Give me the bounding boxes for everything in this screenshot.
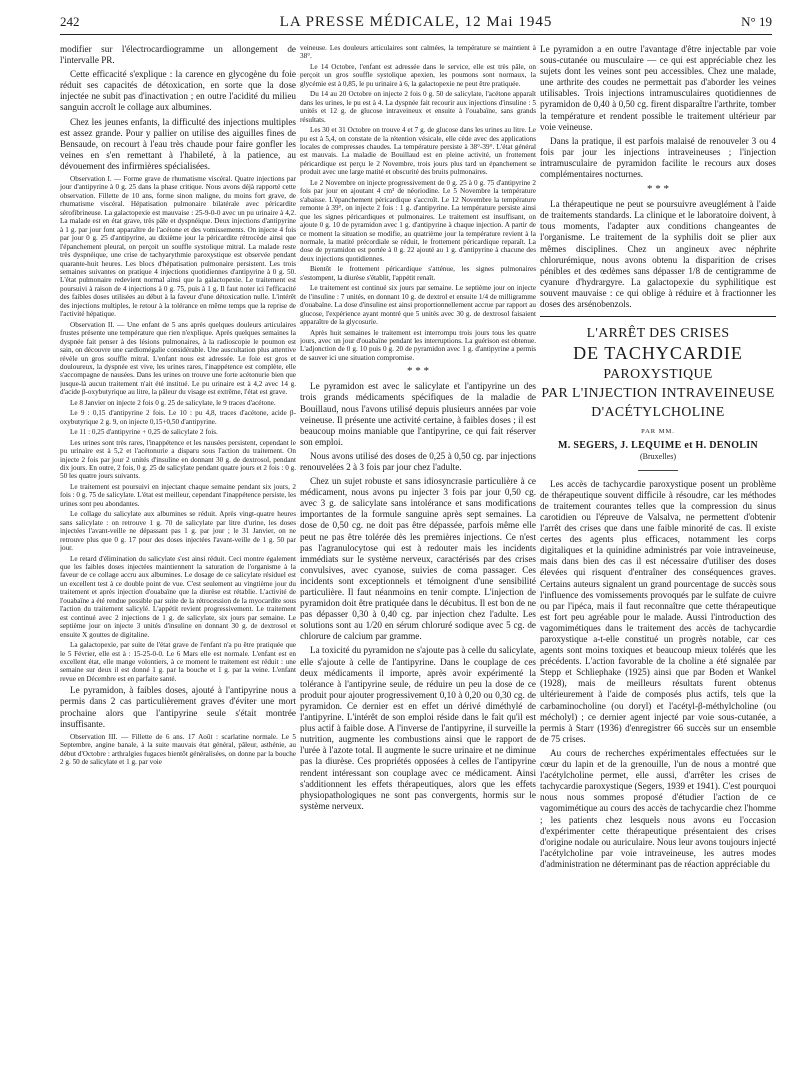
case-note: Le 9 : 0,15 d'antipyrine 2 fois. Le 10 : pu 4,8, traces d'acétone, acide β-oxybutyrique 2 g. 9, on injecte 0,15+0,50 d'antipyrine.	[60, 409, 296, 426]
observation-3: Observation III. — Fillette de 6 ans. 17 Août : scarlatine normale. Le 5 Septembre, angine banale, à la suite mauvais état général, pâleur, asthénie, au début d'Octobre : arthralgies fugaces bientôt généralisées, on donne par la bouche 2 g. 50 de salicylate et 1 g. par voie	[60, 732, 296, 767]
case-note: Du 14 au 20 Octobre on injecte 2 fois 0 g. 50 de salicylate, l'acétone apparaît dans les urines, le pu est à 4. La dyspnée fait recourir aux injections d'insuline : 5 unités et 12 g. de glucose intraveineux et ensuite à l'ouabaïne, sans grands résultats.	[300, 90, 536, 124]
case-note: Les 30 et 31 Octobre on trouve 4 et 7 g. de glucose dans les urines au litre. Le pu est à 5,4, on constate de la rétention vésicale, elle cède avec des applications locales de compresses chaudes. La température persiste à 38°-39°. L'état général est mauvais. La maladie de Bouillaud est en pleine activité, un frottement péricardique est perçu le 2 Novembre, trois jours plus tard un épanchement se produit avec une large matité et obscurité des bruits pulmonaires.	[300, 126, 536, 177]
paragraph: Le pyramidon est avec le salicylate et l'antipyrine un des trois grands médicaments spécifiques de la maladie de Bouillaud, nous l'avons utilisé depuis plusieurs années par voie veineuse. Il présente une activité certaine, à faibles doses ; il est beaucoup moins maniable que l'antipyrine, ce qui fait réserver son emploi.	[300, 381, 536, 447]
case-note: Le 11 : 0,25 d'antipyrine + 0,25 de salicylate 2 fois.	[70, 428, 218, 437]
article-divider	[540, 316, 776, 317]
column-middle	[300, 44, 536, 1074]
page-header	[60, 14, 772, 35]
case-note: Le traitement est continué six jours par semaine. Le septième jour on injecte de l'insuline : 7 unités, en donnant 10 g. de dextrol et ensuite 1/4 de milligramme d'ouabaïne. La dose d'insuline est ainsi proportionnellement accrue par rapport au glucose, l'expérience ayant montré que 5 unités avec 30 g. de dextrosol faisaient apparaître de la glycosurie.	[300, 284, 536, 327]
paragraph: La toxicité du pyramidon ne s'ajoute pas à celle du salicylate, elle s'ajoute à celle de l'antipyrine. Dans le couplage de ces deux médicaments il importe, après avoir expérimenté la tolérance à l'antipyrine seule, de réduire un peu la dose de ce produit pour ajouter progressivement 0,10 à 0,20 ou 0,30 cg. de pyramidon. Ce dernier est en effet un dérivé diméthylé de l'antipyrine. L'intérêt de son emploi réside dans le fait qu'il est plus actif à faible dose. A l'inverse de l'antipyrine, il surveille la nutrition, augmente les combustions ainsi que le rapport de l'urée à l'azote total. Il augmente le sucre urinaire et ne diminue pas la diurèse. Ces propriétés opposées à celles de l'antipyrine rendent intéressant son couplage avec ce médicament. Ainsi s'additionnent les effets thérapeutiques, alors que les effets physiopathologiques ne sont pas convergents, hormis sur le système nerveux.	[300, 645, 536, 811]
case-note: veineuse. Les douleurs articulaires sont calmées, la température se maintient à 38°.	[300, 44, 536, 61]
section-separator: * * *	[407, 365, 429, 378]
case-note: Le retard d'élimination du salicylate s'est ainsi réduit. Ceci montre également que les faibles doses injectées maintiennent la saturation de l'organisme à la faveur de ce collage accru aux albumines. Le dosage de ce salicylate résiduel est un excellent test à ce double point de vue. C'est seulement au vingtième jour du traitement et après injection d'ouabaïne que la diurèse est rétablie. L'activité de l'ouabaïne a été rendue possible par suite de la rétrocession de la myocardite sous l'action du traitement salicylé. L'appétit revient progressivement. Le traitement est continué avec 2 injections de 1 g. de salicylate, six jours par semaine. Le septième jour on injecte 3 unités d'insuline en donnant 30 g. de dextrosol et ensuite X gouttes de digitaline.	[60, 554, 296, 639]
page-number: 242	[60, 14, 80, 29]
paragraph: modifier sur l'électrocardiogramme un allongement de l'intervalle PR.	[60, 44, 296, 66]
conclusion-paragraph: La thérapeutique ne peut se poursuivre aveuglément à l'aide de traitements standards. La clinique et le laboratoire doivent, à tous moments, l'adapter aux conditions changeantes de l'organisme. Le traitement de la syphilis doit se plier aux mêmes disciplines. Chez un angineux avec néphrite chlorurémique, nous avons obtenu la disparition de crises pénibles et des œdèmes sans dépasser 1/8 de centigramme de cyanure d'hydrargyre. La galactopexie du syphilitique est souvent mauvaise : ce qui oblige à réduire et à fractionner les doses des arsénobenzols.	[540, 199, 776, 309]
paragraph: Le pyramidon a en outre l'avantage d'être injectable par voie sous-cutanée ou musculaire — ce qui est appréciable chez les sujets dont les veines sont peu accessibles. Chez une malade, une arthrite des coudes ne permettait pas d'aborder les veines utilisables. Trois injections intramusculaires quotidiennes de pyramidon de 0,40 à 0,50 cg. firent disparaître l'arthrite, tomber la température et rendent possible le traitement ultérieur par voie veineuse.	[540, 44, 776, 132]
case-note: Le 14 Octobre, l'enfant est adressée dans le service, elle est très pâle, on perçoit un gros souffle systolique apexien, les poumons sont normaux, la glycémie est à 0,85, le pu urinaire à 6, la galactopexie ne peut être pratiquée.	[300, 62, 536, 88]
title-line: D'ACÉTYLCHOLINE	[591, 404, 725, 420]
paragraph: Au cours de recherches expérimentales effectuées sur le cœur du lapin et de la grenouille, l'un de nous a montré que l'acétylcholine permet, elle aussi, d'arrêter les crises de tachycardie paroxystique (Segers, 1939 et 1941). C'est pourquoi nous nous sommes proposé d'étudier l'action de ce vagomimétique au cours des accès de tachycardie chez l'homme ; les patients chez lesquels nous avons eu l'occasion d'expérimenter cette thérapeutique présentaient des crises d'origine nodale ou auriculaire. Nous leur avons toujours injecté l'acétylcholine par voie intraveineuse, les autres modes d'administration ne déterminant pas de réaction appréciable du	[540, 747, 776, 869]
journal-title: LA PRESSE MÉDICALE, 12 Mai 1945	[279, 14, 553, 30]
article-location: (Bruxelles)	[640, 452, 676, 462]
article-title	[540, 323, 776, 421]
paragraph: Les accès de tachycardie paroxystique posent un problème de thérapeutique souvent difficile à résoudre, car les méthodes de traitement courantes telles que la compression du sinus carotidien ou l'épreuve de Valsalva, ne permettent d'obtenir l'arrêt des crises que dans une faible minorité de cas. Il existe certes des agents plus efficaces, notamment les corps digitaliques et la quinidine administrés par voie intraveineuse, mais dans bien des cas il est nécessaire d'utiliser des doses élevées qui risquent d'entraîner des conséquences graves. Certains auteurs signalent un grand pourcentage de succès sous l'influence des vomissements provoqués par le sulfate de cuivre ou par l'ipéca, mais il faut reconnaître que cette thérapeutique est fort peu agréable pour le malade. Aussi l'introduction des vagomimétiques dans le traitement des accès de tachycardie paroxystique a-t-elle constitué un progrès notable, car ces agents sont moins toxiques et beaucoup mieux tolérés que les précédents. L'action favorable de la choline a été signalée par Stepp et Schliephake (1925) ainsi que par Boden et Wankel (1928), mais de meilleurs résultats furent obtenus ultérieurement à l'aide de composés plus actifs, tels que la carbaminocholine (ou doryl) et l'acétyl-β-méthylcholine (ou mécholyl) ; ce dernier agent injecté par voie sous-cutanée, a permis à Starr (1936) d'enregistrer 66 succès sur un ensemble de 75 crises.	[540, 478, 776, 744]
case-note: Le traitement est poursuivi en injectant chaque semaine pendant six jours, 2 fois : 0 g. 75 de salicylate. L'état est meilleur, cependant l'inappétence persiste, les urines sont peu abondantes.	[60, 482, 296, 508]
title-line: DE TACHYCARDIE	[573, 343, 743, 364]
case-note: Les urines sont très rares, l'inappétence et les nausées persistent, cependant le pu urinaire est à 5,2 et l'acétonurie a disparu sous l'action du traitement. On injecte 2 fois par jour 2 unités d'insuline en donnant 30 g. de dextrosol, pendant dix jours. En outre, 2 fois, 0 g. 25 de salicylate pendant quatre jours et 2 fois : 0 g. 50 les quatre jours suivants.	[60, 438, 296, 481]
title-line: PAR L'INJECTION INTRAVEINEUSE	[541, 385, 775, 401]
summary-paragraph: Le pyramidon, à faibles doses, ajouté à l'antipyrine nous a permis dans 2 cas particulièrement graves d'éviter une mort prochaine alors que l'antipyrine seule s'était montrée insuffisante.	[60, 685, 296, 729]
title-divider	[638, 470, 678, 471]
case-note: Le collage du salicylate aux albumines se réduit. Après vingt-quatre heures sans salicylate : on retrouve 1 g. 70 de salicylate par litre d'urine, les doses injectées l'avant-veille ne dépassant pas 1 g. par jour ; le 31 Janvier, on ne retrouve plus que 0 g. 17 pour des doses injectées l'avant-veille de 1 g. 50 par jour.	[60, 510, 296, 553]
observation-2: Observation II. — Une enfant de 5 ans après quelques douleurs articulaires frustes présente une température que rien n'explique. Après quelques semaines la dyspnée fait penser à des lésions pulmonaires, à la radioscopie le poumon est sain, on découvre une cardiomégalie considérable. Une auscultation plus attentive révèle un gros souffle mitral. L'enfant nous est adressée. Le foie est gros et douloureux, la dyspnée est vive, les urines rares, l'inappétence est complète, elle s'accompagne de nausées. Dans les urines on trouve une forte acétonurie bien que jusque-là aucun traitement n'ait été institué. Le pu urinaire est à 4,2 avec 14 g. d'acide β-oxybutyrique au litre, la pâleur du visage est extrême, l'état est grave.	[60, 320, 296, 397]
paragraph: Chez un sujet robuste et sans idiosyncrasie particulière à ce médicament, nous avons pu injecter 3 fois par jour 0,50 cg. avec 3 g. de salicylate sans intolérance et sans modifications importantes de la formule sanguine après sept semaines. La dose de 0,50 cg. ne doit pas être dépassée, parfois même elle peut ne pas être tolérée dès les premières injections. Ce n'est pas l'agranulocytose qui est à redouter mais les incidents immédiats sur le système nerveux, caractérisés par des crises convulsives, avec cyanose, suivies de coma passager. Ces incidents sont exceptionnels et témoignent d'une sensibilité particulière. Il faut néanmoins en tenir compte. L'injection de pyramidon doit être pratiquée dans le décubitus. Il est bon de ne pas dépasser 0,30 à 0,40 cg. par injection chez l'adulte. Les solutions sont au 1/20 en sérum chloruré sodique avec 5 cg. de chlorure de calcium par gramme.	[300, 476, 536, 642]
paragraph: Cette efficacité s'explique : la carence en glycogène du foie réduit ses capacités de détoxication, en sorte que la dose injectée ne subit pas d'inactivation ; en outre l'acidité du milieu sanguin accroît le collage aux albumines.	[60, 69, 296, 113]
paragraph: Chez les jeunes enfants, la difficulté des injections multiples est assez grande. Pour y pallier on utilise des aiguilles fines de Bensaude, on recourt à l'eau très chaude pour faire gonfler les veines en s'en remettant à l'habileté, à la patience, au dévouement des infirmières spécialisées.	[60, 116, 296, 171]
issue-number: N° 19	[741, 14, 772, 29]
column-left	[60, 44, 296, 1074]
case-note: Le 2 Novembre on injecte progressivement de 0 g. 25 à 0 g. 75 d'antipyrine 2 fois par jour en ajoutant 4 cm³ de néoriodine. Le 5 Novembre la température s'abaisse. L'épanchement péricardique s'accroît. Le 12 Novembre la température remonte à 39°, on injecte 2 fois : 1 g. d'antipyrine. La température persiste ainsi que les signes péricardiques et pulmonaires. Le traitement est insuffisant, on ajoute 0 g. 10 de pyramidon avec 1 g. d'antipyrine à chaque injection. A partir de ce moment la situation se modifie, au quatrième jour la température revient à la normale, la matité précordiale se réduit, le frottement péricardique reparaît. La dose de pyramidon est portée à 0 g. 22 ajouté au 1 g. d'antipyrine à chacune des deux injections quotidiennes.	[300, 178, 536, 263]
case-note: La galactopexie, par suite de l'état grave de l'enfant n'a pu être pratiquée que le 5 Février, elle est à : 15-25-0-0. Le 6 Mars elle est normale. L'enfant est en excellent état, elle mange volontiers, à ce moment le traitement est réduit : une semaine sur deux il est donné 1 g. par la bouche et 1 g. par la veine. L'enfant revue en Décembre est en parfaite santé.	[60, 641, 296, 683]
paragraph: Dans la pratique, il est parfois malaisé de renouveler 3 ou 4 fois par jour les injections intraveineuses ; l'injection intramusculaire de pyramidon facilite le recours aux doses complémentaires nocturnes.	[540, 135, 776, 180]
article-authors: M. SEGERS, J. LEQUIME et H. DENOLIN	[558, 439, 758, 451]
column-right	[540, 44, 776, 1074]
title-line: PAROXYSTIQUE	[603, 366, 713, 382]
paragraph: Nous avons utilisé des doses de 0,25 à 0,50 cg. par injections renouvelées 2 à 3 fois par jour chez l'adulte.	[300, 450, 536, 472]
section-separator: * * *	[647, 183, 669, 196]
case-note: Le 8 Janvier on injecte 2 fois 0 g. 25 de salicylate, le 9 traces d'acétone.	[70, 398, 276, 407]
byline-prefix: PAR MM.	[641, 428, 675, 436]
title-line: L'ARRÊT DES CRISES	[586, 325, 730, 341]
case-note: Après huit semaines le traitement est interrompu trois jours tous les quatre jours, avec un jour d'ouabaïne pendant les interruptions. La guérison est obtenue. L'adjonction de 0 g. 10 puis 0 g. 20 de pyramidon avec 1 g. d'antipyrine a permis de sauver ici une situation compromise.	[300, 328, 536, 362]
case-note: Bientôt le frottement péricardique s'atténue, les signes pulmonaires s'estompent, la diurèse s'établit, l'appétit renaît.	[300, 265, 536, 282]
observation-1: Observation I. — Forme grave de rhumatisme viscéral. Quatre injections par jour d'antipyrine à 0 g. 25 dans la phase critique. Nous avons déjà rapporté cette observation. Fillette de 10 ans, forme sinon maligne, du moins fort grave, de rhumatisme viscéral. Hépatisation pulmonaire bilatérale avec péricardite sérofibrineuse. La galactopexie est mauvaise : 25-9-0-0 avec un pu urinaire à 4,2. La malade est en état grave, très pâle et dyspnéique. Deux injections d'antipyrine à 1 g. par jour font apparaître de l'acétone et des vomissements. On injecte 4 fois par jour 0 g. 25 d'antipyrine, au dixième jour la péricardite rétrocède ainsi que l'épanchement pleural, on perçoit un souffle systolique mitral. La malade reste très dyspnéique, une crise de tachyarythmie paroxystique est observée pendant quarante-huit heures. Les blocs d'hépatisation pulmonaire persistent. Les trois semaines suivantes on pratique 4 injections quotidiennes d'antipyrine à 0 g. 50. L'état pulmonaire redevient normal ainsi que la galactopexie. Le traitement est poursuivi à raison de 4 injections à 0 g. 75, puis à 1 g. Il faut noter ici l'efficacité des faibles doses utilisées au début à la faveur d'une détoxication nulle. L'intérêt des injections multiples, le retour à la tolérance en même temps que la reprise de l'activité hépatique.	[60, 175, 296, 319]
